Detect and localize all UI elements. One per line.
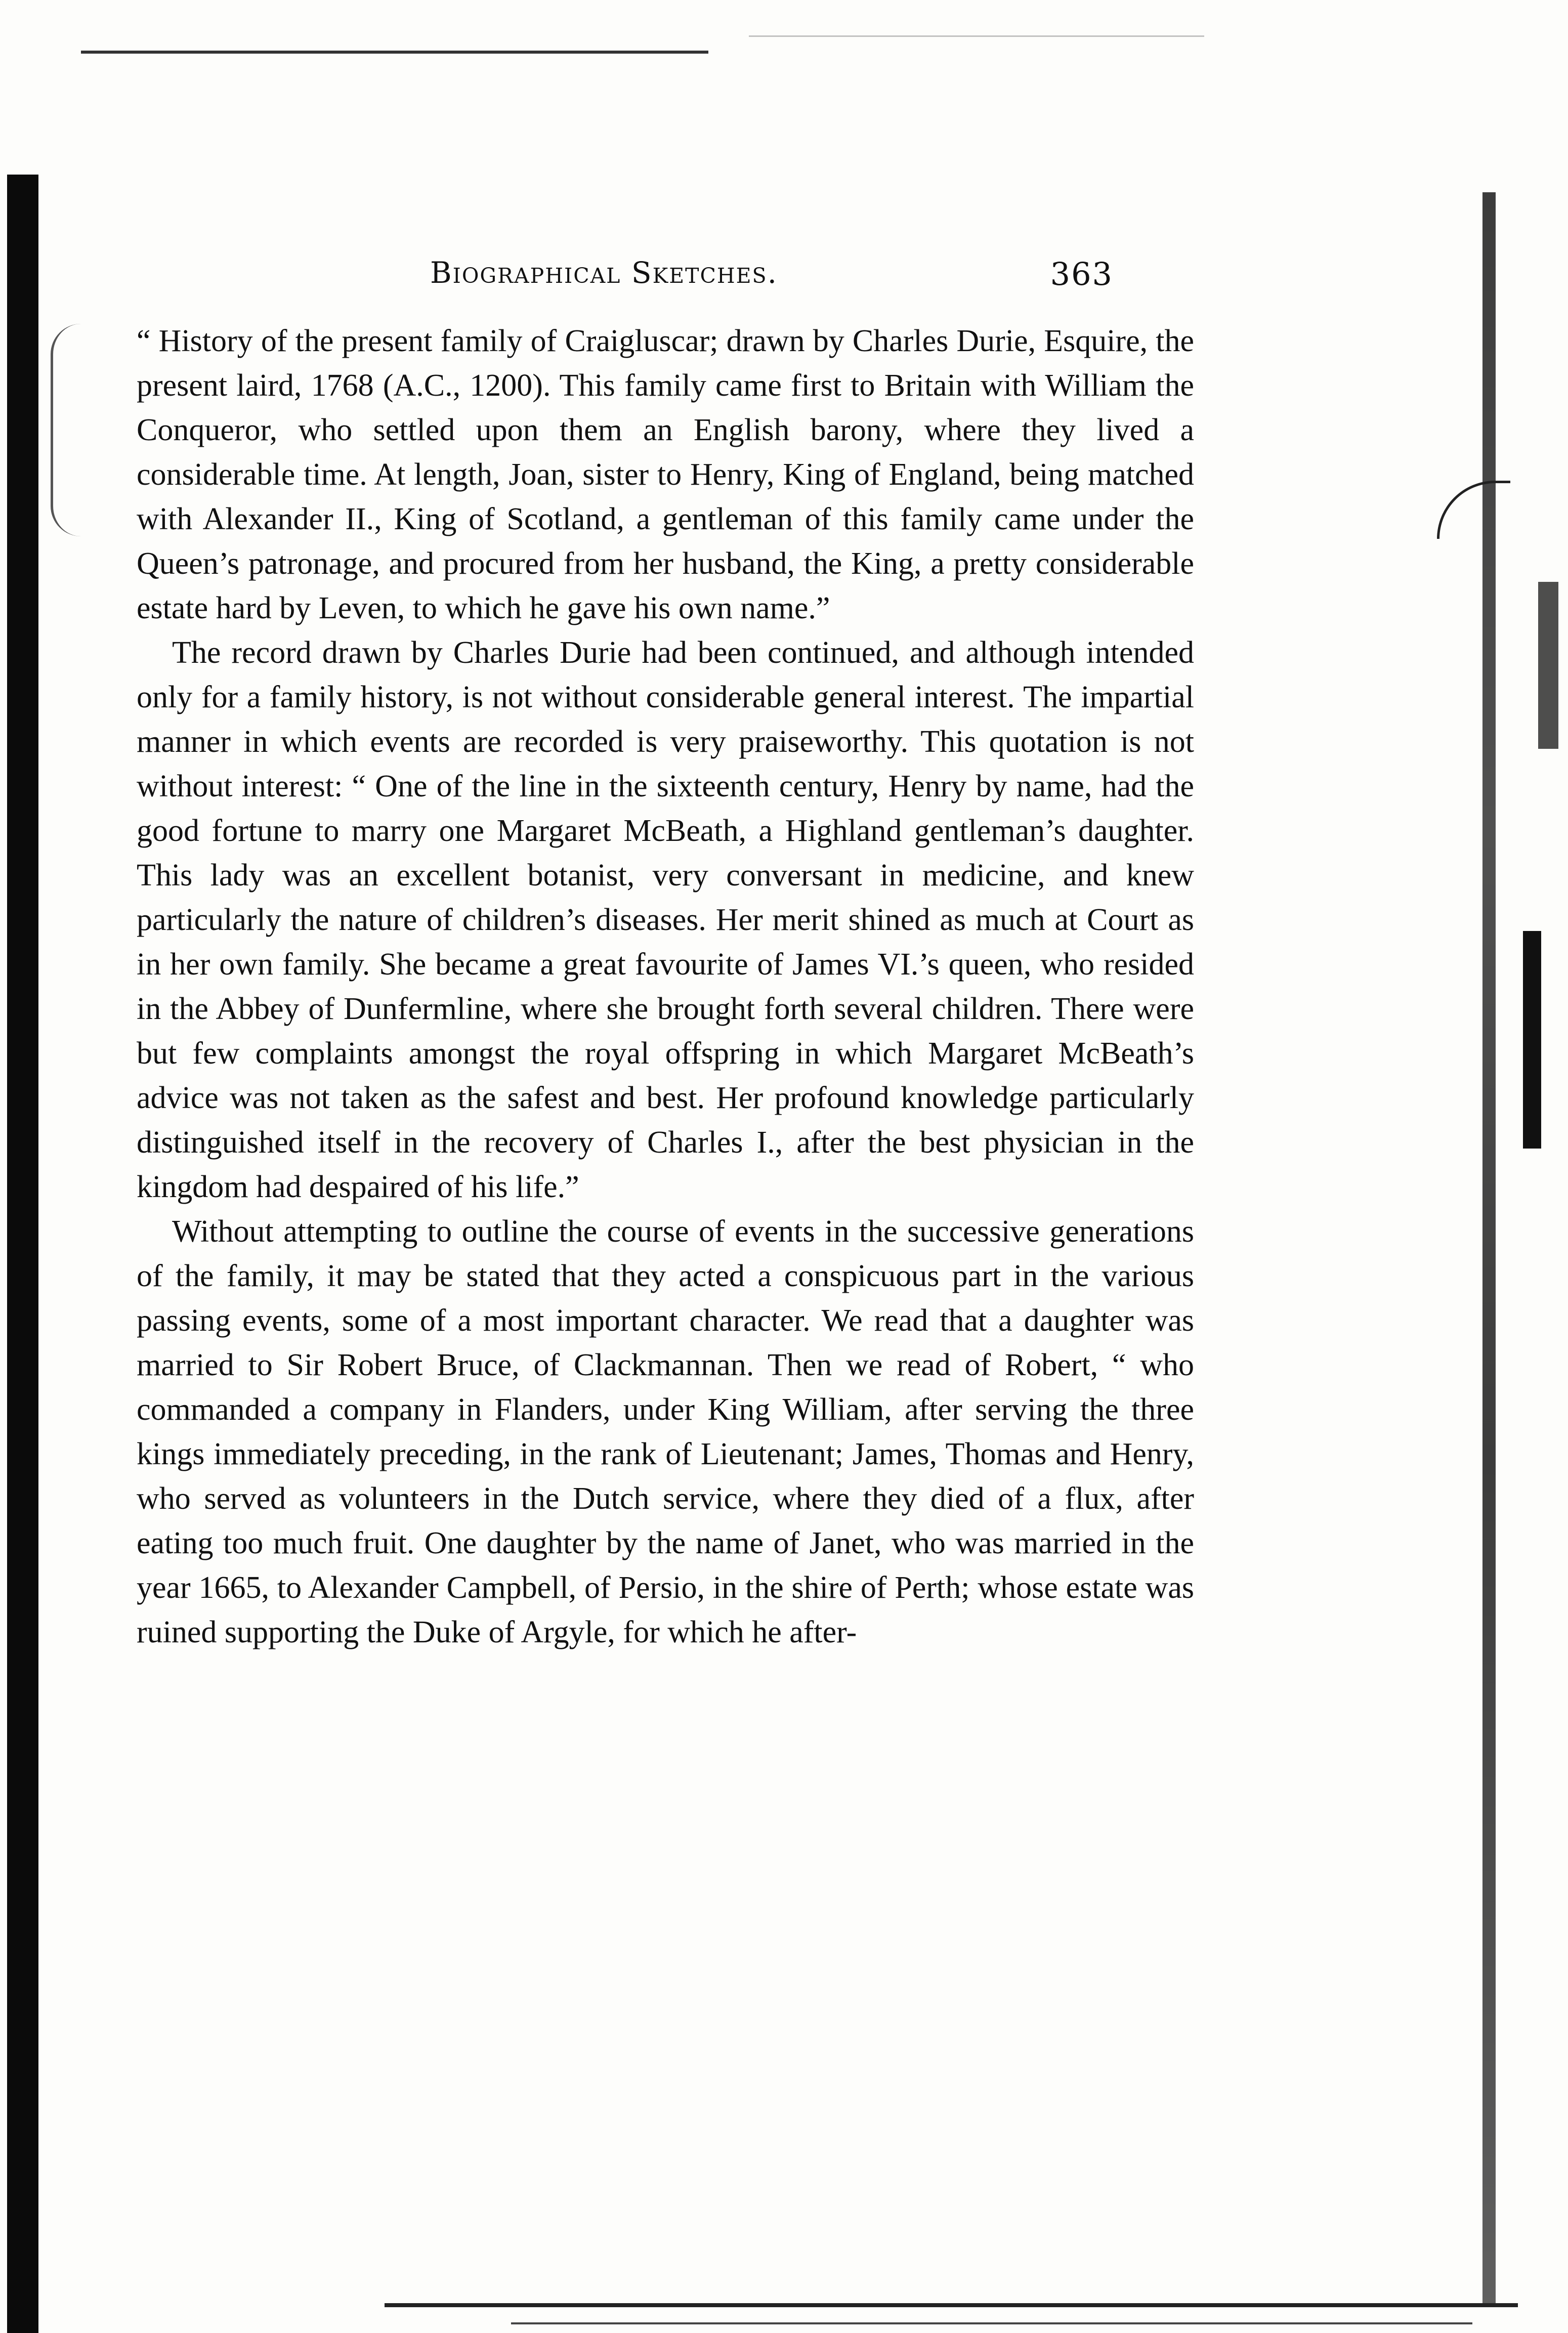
left-margin-bracket: [51, 324, 83, 536]
paragraph-2: The record drawn by Charles Durie had been continued, and although intended only for a family history, is not without considerable general interest. The impartial manner in which events are recorded is very praiseworthy. This quotation is not without interest: “ One of the line in the sixteenth century, Henry by name, had the good fortune to marry one Margaret McBeath, a Highland gentleman’s daughter. This lady was an excellent botanist, very conversant in medicine, and knew particularly the nature of children’s diseases. Her merit shined as much at Court as in her own family. She became a great favourite of James VI.’s queen, who resided in the Abbey of Dunfermline, where she brought forth several children. There were but few complaints amongst the royal offspring in which Margaret McBeath’s advice was not taken as the safest and best. Her profound knowledge particularly distinguished itself in the recovery of Charles I., after the best physician in the kingdom had despaired of his life.”: [137, 635, 1194, 1204]
body-text: [137, 319, 1194, 1655]
running-title: Biographical Sketches.: [430, 256, 778, 290]
top-rule-faint: [749, 35, 1204, 37]
right-scan-mark-upper: [1538, 582, 1558, 749]
paragraph-3: Without attempting to outline the course of events in the successive generations of the family, it may be stated that they acted a conspicuous part in the various passing events, some of a most important character. We read that a daughter was married to Sir Robert Bruce, of Clackmannan. Then we read of Robert, “ who commanded a company in Flanders, under King William, after serving the three kings immediately preceding, in the rank of Lieutenant; James, Thomas and Henry, who served as volunteers in the Dutch service, where they died of a flux, after eating too much fruit. One daughter by the name of Janet, who was married in the year 1665, to Alexander Campbell, of Persio, in the shire of Perth; whose estate was ruined supporting the Duke of Argyle, for which he after-: [137, 1214, 1194, 1649]
right-margin-curve: [1437, 481, 1510, 539]
top-rule: [81, 51, 708, 54]
bottom-rule-faint: [511, 2322, 1472, 2324]
bottom-rule: [385, 2303, 1518, 2307]
running-header: [430, 256, 1113, 306]
paragraph-1: “ History of the present family of Craigluscar; drawn by Charles Durie, Esquire, the present laird, 1768 (A.C., 1200). This family came first to Britain with William the Conqueror, who settled upon them an English barony, where they lived a considerable time. At length, Joan, sister to Henry, King of England, being matched with Alexander II., King of Scotland, a gentleman of this family came under the Queen’s patronage, and procured from her husband, the King, a pretty considerable estate hard by Leven, to which he gave his own name.”: [137, 324, 1194, 625]
page-number: 363: [1050, 256, 1113, 292]
right-scan-mark: [1523, 931, 1541, 1149]
left-scan-edge: [7, 175, 38, 2333]
